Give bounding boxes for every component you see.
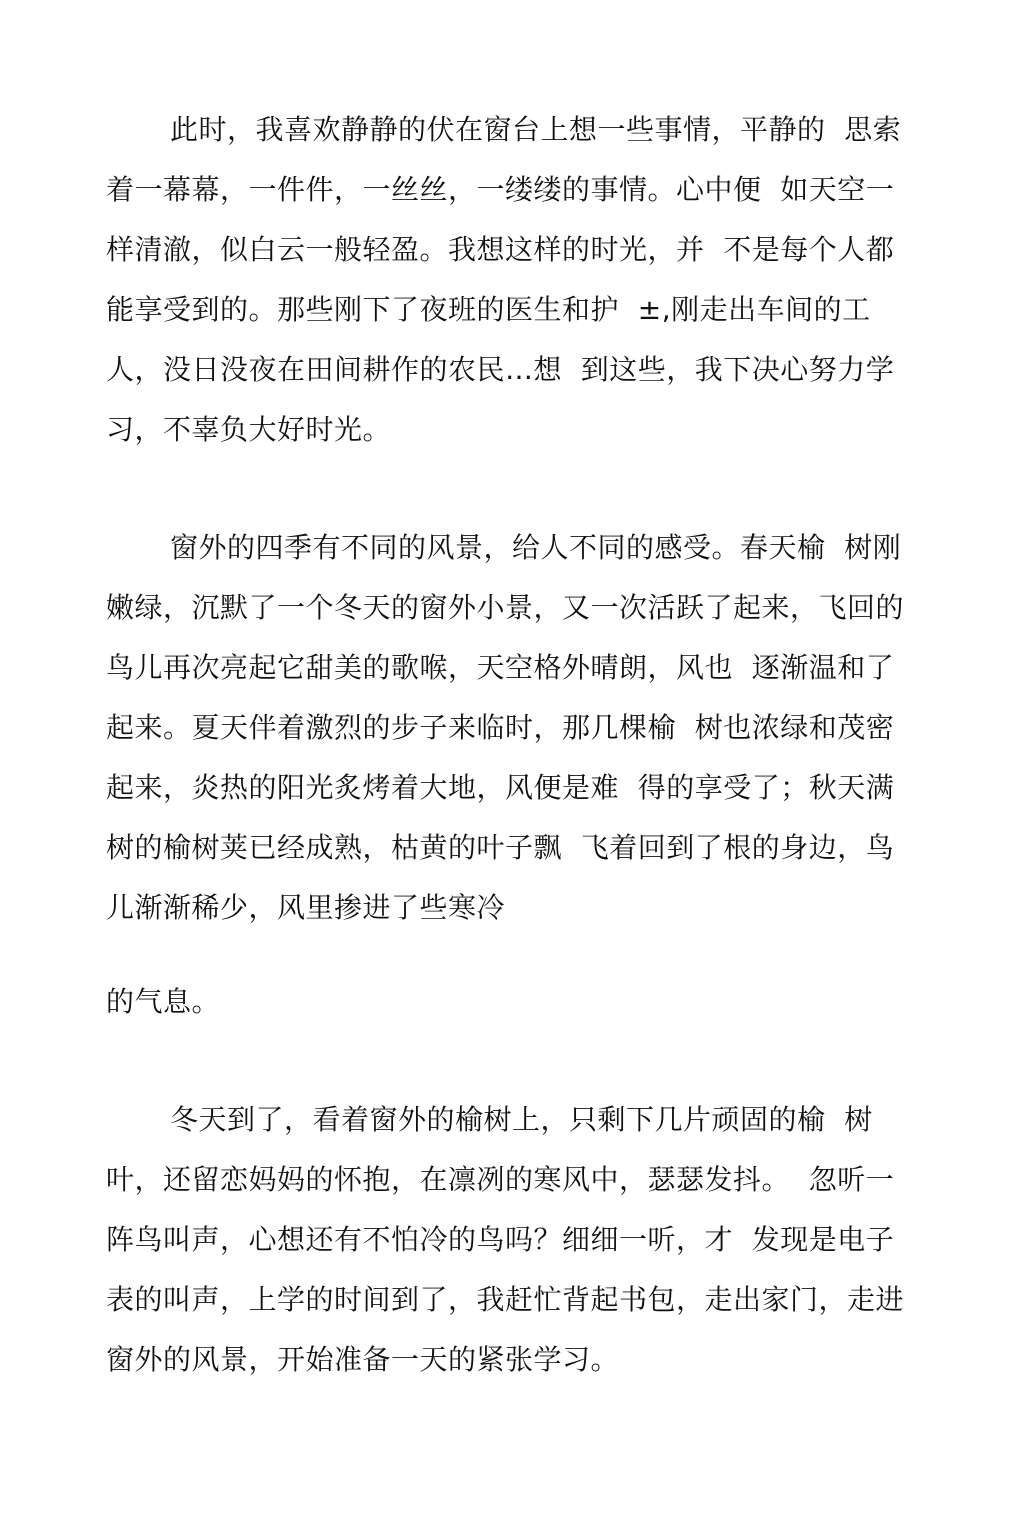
text-line: 窗外的四季有不同的风景，给人不同的感受。春天榆 树刚	[170, 531, 902, 564]
text-line: 鸟儿再次亮起它甜美的歌喉，天空格外晴朗，风也 逐渐温和了	[106, 651, 895, 684]
text-line: 起来。夏天伴着激烈的步子来临时，那几棵榆 树也浓绿和茂密	[106, 711, 895, 744]
text-line: 叶，还留恋妈妈的怀抱，在凛冽的寒风中，瑟瑟发抖。 忽听一	[106, 1163, 895, 1196]
text-line: 冬天到了，看着窗外的榆树上，只剩下几片顽固的榆 树	[170, 1103, 873, 1136]
text-line: 的气息。	[106, 985, 221, 1018]
text-line: 起来，炎热的阳光炙烤着大地，风便是难 得的享受了；秋天满	[106, 771, 895, 804]
text-line: 人，没日没夜在田间耕作的农民…想 到这些，我下决心努力学	[106, 353, 895, 386]
text-line: 习，不辜负大好时光。	[106, 413, 392, 446]
text-line: 表的叫声，上学的时间到了，我赶忙背起书包，走出家门，走进	[106, 1283, 905, 1316]
text-line: 嫩绿，沉默了一个冬天的窗外小景，又一次活跃了起来，飞回的	[106, 591, 905, 624]
text-line: 样清澈，似白云一般轻盈。我想这样的时光，并 不是每个人都	[106, 233, 895, 266]
text-line: 树的榆树荚已经成熟，枯黄的叶子飘 飞着回到了根的身边，鸟	[106, 831, 895, 864]
text-line: 窗外的风景，开始准备一天的紧张学习。	[106, 1343, 620, 1376]
text-line: 阵鸟叫声，心想还有不怕冷的鸟吗？细细一听，才 发现是电子	[106, 1223, 895, 1256]
text-line: 此时，我喜欢静静的伏在窗台上想一些事情，平静的 思索	[170, 113, 902, 146]
text-line: 儿渐渐稀少，风里掺进了些寒冷	[106, 891, 506, 924]
text-line: 能享受到的。那些刚下了夜班的医生和护 ±,刚走出车间的工	[106, 293, 871, 326]
text-line: 着一幕幕，一件件，一丝丝，一缕缕的事情。心中便 如天空一	[106, 173, 895, 206]
